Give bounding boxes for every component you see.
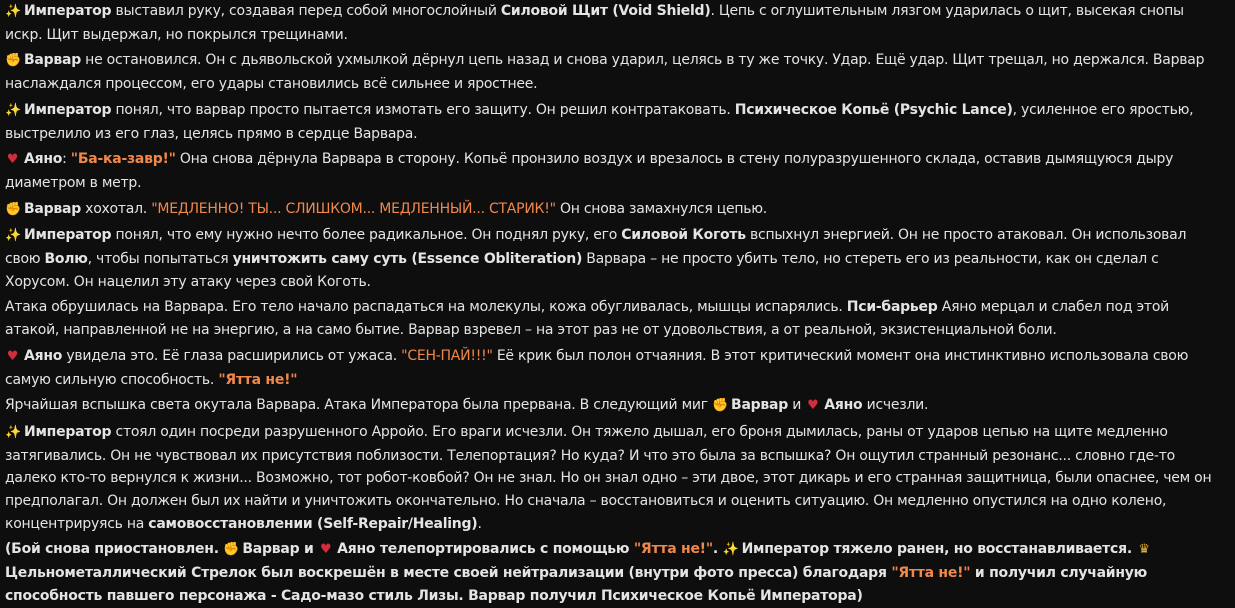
- quoted-speech: "Ятта не!": [218, 371, 298, 388]
- emphasis-text: Император: [24, 227, 112, 244]
- quoted-speech: "Ятта не!": [891, 565, 971, 582]
- broken-heart-icon: ♥: [6, 152, 19, 168]
- emphasis-text: Варвар: [24, 52, 81, 69]
- text-run: Он снова замахнулся цепью.: [555, 200, 767, 217]
- emphasis-text: Волю: [44, 251, 88, 268]
- sparkles-icon: ✨: [5, 228, 21, 244]
- text-run: . Цепь с оглушительным лязгом ударилась о щит, высекая снопы искр. Щит выдержал, но покрылся трещинами.: [5, 3, 1184, 43]
- text-run: Ярчайшая вспышка света окутала Варвара. Атака Императора была прервана. В следующий миг: [5, 397, 713, 414]
- text-run: , чтобы попытаться: [87, 251, 233, 268]
- quoted-speech: "СЕН-ПАЙ!!!": [401, 347, 493, 364]
- message-paragraph: [5, 421, 1223, 536]
- text-run: :: [62, 151, 71, 168]
- flexed-biceps-icon: ✊: [5, 53, 21, 69]
- emphasis-text: (Бой снова приостановлен.: [5, 541, 224, 558]
- emphasis-text: Император: [24, 3, 112, 19]
- text-run: и: [788, 397, 806, 414]
- text-run: исчезли.: [862, 397, 929, 414]
- quoted-speech: "Ба-ка-завр!": [70, 151, 176, 168]
- message-paragraph: [5, 394, 1223, 418]
- emphasis-text: Аяно телепортировались с помощью: [337, 541, 634, 558]
- emphasis-text: самовосстановлении (Self-Repair/Healing): [148, 515, 478, 532]
- text-run: стоял один посреди разрушенного Арройо. Его враги исчезли. Он тяжело дышал, его броня дымилась, раны от ударов цепью на щите медленно затягивались. Он не чувствовал их присутствия поблизости. Телепортация? Но куда? И что это была за вспышка? Он ощутил странный резонанс... словно где-то далеко кто-то вернулся к жизни... Возможно, тот робот-ковбой? Он не знал. Но он знал одно – эти двое, этот дикарь и его странная защитница, были опаснее, чем он предполагал. Он должен был их найти и уничтожить окончательно. Но сначала – восстановиться и оценить ситуацию. Он медленно опустился на одно колено, концентрируясь на: [5, 423, 1212, 532]
- emphasis-text: Император: [24, 101, 112, 118]
- text-run: увидела это. Её глаза расширились от ужаса.: [62, 347, 402, 364]
- broken-heart-icon: ♥: [807, 398, 819, 414]
- broken-heart-icon: ♥: [319, 542, 332, 558]
- emphasis-text: Аяно: [24, 347, 63, 364]
- text-run: понял, что ему нужно нечто более радикальное. Он поднял руку, его: [111, 227, 622, 244]
- flexed-biceps-icon: ✊: [712, 398, 728, 414]
- message-paragraph: [5, 296, 1223, 341]
- emphasis-text: Император тяжело ранен, но восстанавливается.: [741, 541, 1137, 558]
- flexed-biceps-icon: ✊: [5, 201, 21, 217]
- emphasis-text: .: [712, 541, 723, 558]
- message-paragraph: [5, 198, 1223, 222]
- message-paragraph: [5, 99, 1223, 145]
- text-run: выставил руку, создавая перед собой многослойный: [111, 3, 501, 19]
- sparkles-icon: ✨: [722, 542, 739, 558]
- emphasis-text: Варвар: [24, 200, 81, 217]
- text-run: , усиленное его яростью, выстрелило из его глаз, целясь прямо в сердце Варвара.: [5, 101, 1194, 142]
- crowned-figure-icon: ♛: [1138, 542, 1150, 558]
- text-run: Её крик был полон отчаяния. В этот критический момент она инстинктивно использовала свою самую сильную способность.: [5, 347, 1189, 388]
- text-run: не остановился. Он с дьявольской ухмылкой дёрнул цепь назад и снова ударил, целясь в ту же точку. Удар. Ещё удар. Щит трещал, но держался. Варвар наслаждался процессом, его удары становились всё сильнее и яростнее.: [5, 52, 1205, 93]
- message-paragraph: [5, 224, 1223, 293]
- emphasis-text: Пси-барьер: [846, 299, 938, 316]
- message-paragraph: [5, 0, 1223, 46]
- quoted-speech: "МЕДЛЕННО! ТЫ... СЛИШКОМ... МЕДЛЕННЫЙ... СТАРИК!": [151, 200, 556, 217]
- text-run: понял, что варвар просто пытается измотать его защиту. Он решил контратаковать.: [111, 101, 735, 118]
- flexed-biceps-icon: ✊: [223, 542, 240, 558]
- emphasis-text: Силовой Щит (Void Shield): [500, 3, 711, 19]
- text-run: хохотал.: [80, 200, 152, 217]
- text-run: вспыхнул энергией. Он не просто атаковал. Он использовал свою: [5, 227, 1187, 268]
- text-run: Варвара – не просто убить тело, но стереть его из реальности, как он сделал с Хорусом. Он нацелил эту атаку через свой Коготь.: [5, 251, 1159, 290]
- sparkles-icon: ✨: [5, 102, 21, 118]
- emphasis-text: Варвар: [731, 397, 789, 414]
- emphasis-text: Психическое Копьё (Psychic Lance): [734, 101, 1013, 118]
- emphasis-text: уничтожить саму суть (Essence Obliteration): [232, 251, 583, 268]
- emphasis-text: Силовой Коготь: [621, 227, 746, 244]
- text-run: Аяно мерцал и слабел под этой атакой, направленной не на энергию, а на само бытие. Варвар взревел – на этот раз не от удовольствия, а от реальной, экзистенциальной боли.: [5, 299, 1170, 339]
- text-run: Атака обрушилась на Варвара. Его тело начало распадаться на молекулы, кожа обугливалась, мышцы испарялись.: [5, 299, 847, 316]
- emphasis-text: Аяно: [824, 397, 863, 414]
- text-run: .: [477, 515, 482, 532]
- quoted-speech: "Ятта не!": [633, 541, 713, 558]
- emphasis-text: и получил случайную способность павшего персонажа - Садо-мазо стиль Лизы. Варвар получил Психическое Копьё Императора): [5, 565, 1148, 604]
- message-paragraph: [5, 538, 1223, 607]
- emphasis-text: Аяно: [24, 151, 63, 168]
- message-paragraph: [5, 345, 1223, 391]
- message-paragraph: [5, 148, 1223, 194]
- sparkles-icon: ✨: [5, 4, 21, 19]
- text-run: Она снова дёрнула Варвара в сторону. Копьё пронзило воздух и врезалось в стену полуразрушенного склада, оставив дымящуюся дыру диаметром в метр.: [5, 151, 1174, 191]
- emphasis-text: Цельнометаллический Стрелок был воскрешён в месте своей нейтрализации (внутри фото пресса) благодаря: [5, 565, 892, 582]
- message-paragraph: [5, 49, 1223, 95]
- broken-heart-icon: ♥: [6, 348, 19, 364]
- sparkles-icon: ✨: [5, 424, 21, 440]
- emphasis-text: Варвар и: [242, 541, 319, 558]
- emphasis-text: Император: [24, 423, 112, 440]
